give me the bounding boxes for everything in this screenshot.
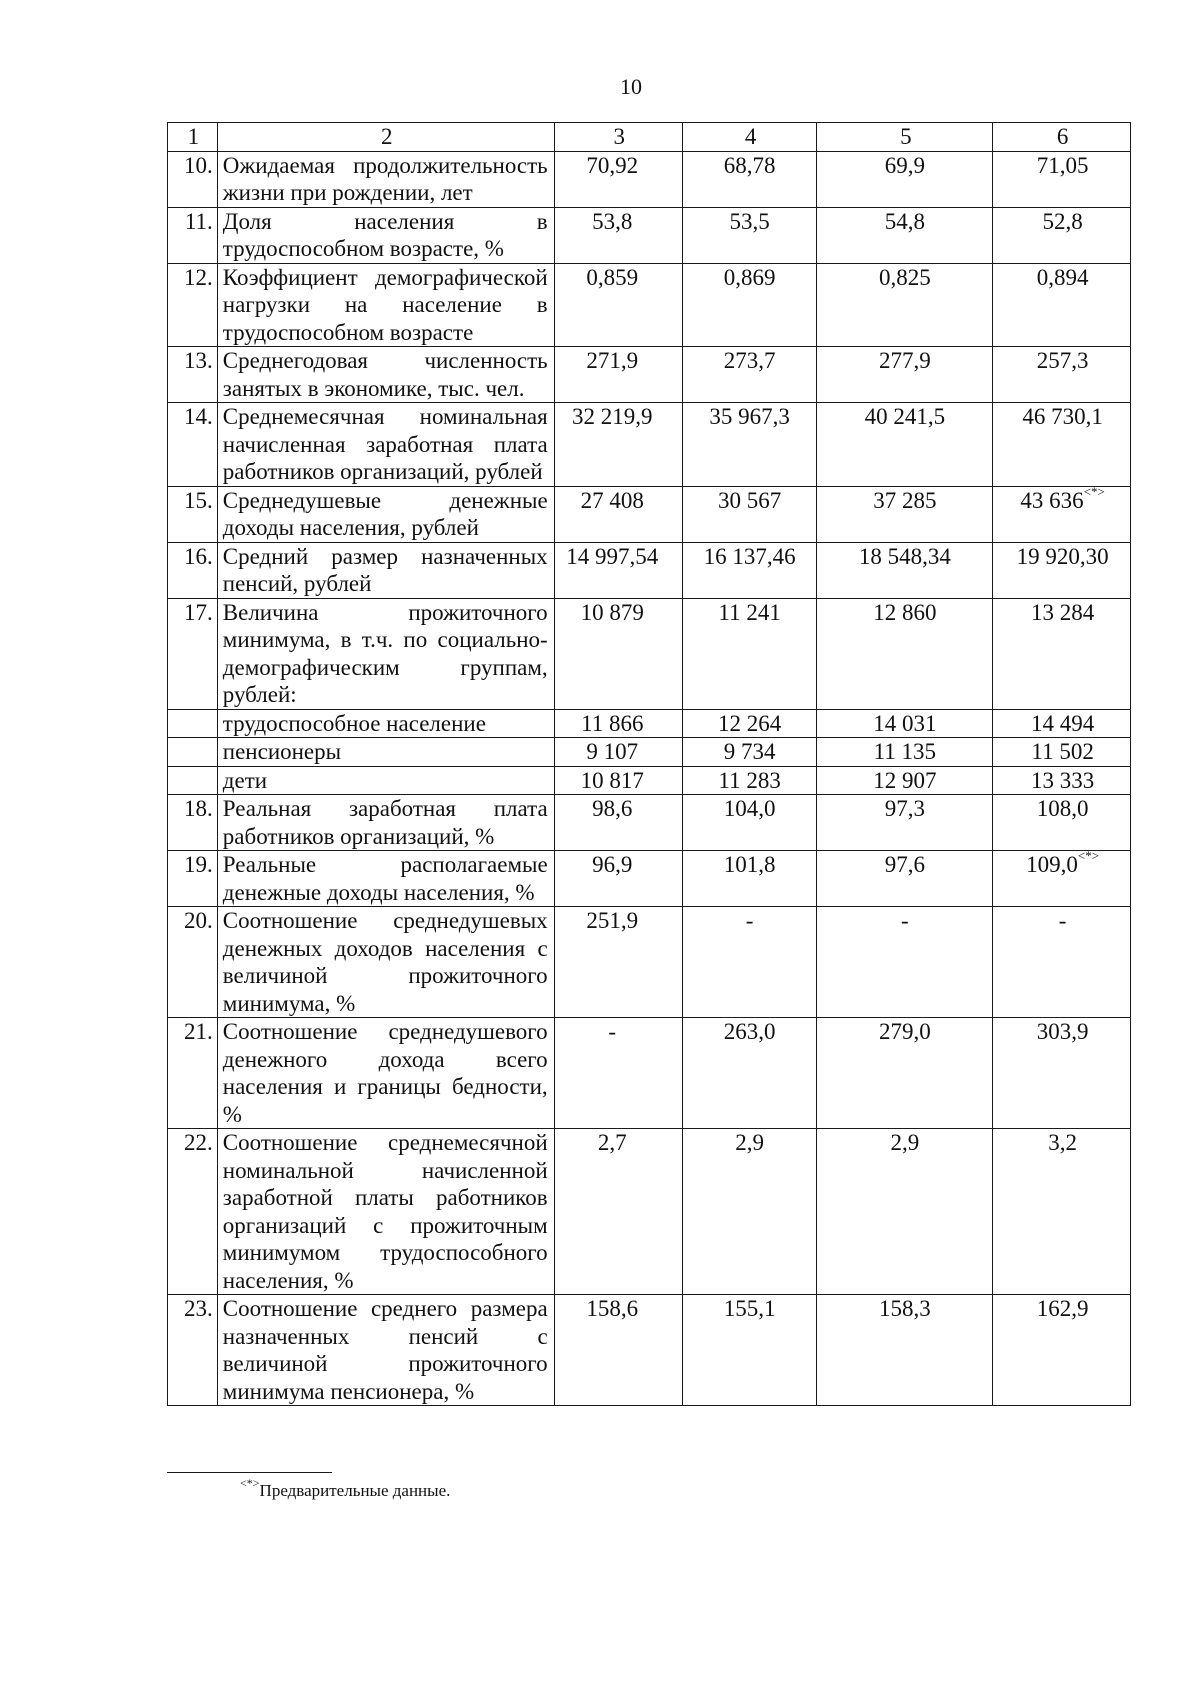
value-text: 277,9 (878, 348, 931, 373)
value-text: 9 107 (586, 739, 639, 764)
value-text: 35 967,3 (709, 404, 790, 429)
table-row (168, 1018, 1131, 1129)
value-text: 108,0 (1036, 796, 1089, 821)
value-cell-col-5 (817, 598, 993, 709)
value-text: 12 860 (873, 599, 937, 625)
indicators-table (167, 122, 1131, 1406)
value-text: 273,7 (723, 348, 776, 373)
row-number-cell (168, 766, 218, 795)
table-row (168, 263, 1131, 347)
row-number-cell: 13. (168, 347, 218, 403)
value-text: 251,9 (586, 908, 639, 933)
value-cell-col-5 (817, 486, 993, 542)
indicator-label-cell: Средний размер назначенных пенсий, рублей (217, 542, 554, 598)
indicator-label-cell: Коэффициент демографической нагрузки на население в трудоспособном возрасте (217, 263, 554, 347)
table-row (168, 598, 1131, 709)
value-text: 97,3 (884, 796, 925, 821)
value-text: 70,92 (586, 152, 639, 178)
row-number-cell: 22. (168, 1129, 218, 1295)
value-text: 2,7 (597, 1130, 627, 1155)
footnote-text: Предварительные данные. (259, 1481, 451, 1500)
indicator-label-cell: Среднегодовая численность занятых в экономике, тыс. чел. (217, 347, 554, 403)
table-row (168, 738, 1131, 767)
value-cell-col-5 (817, 1295, 993, 1406)
value-cell-col-3 (554, 851, 682, 907)
value-text: 303,9 (1036, 1019, 1089, 1044)
value-cell-col-4 (682, 598, 817, 709)
value-text: 109,0 (1026, 852, 1078, 877)
indicator-label-cell: Соотношение среднемесячной номинальной начисленной заработной платы работников организаций с прожиточным минимумом трудоспособного населения, % (217, 1129, 554, 1295)
row-number-cell: 23. (168, 1295, 218, 1406)
value-cell-col-5 (817, 1018, 993, 1129)
value-cell-col-4 (682, 795, 817, 851)
value-cell-col-5 (817, 347, 993, 403)
table-body (168, 123, 1131, 1406)
preliminary-note-mark: <*> (1077, 848, 1100, 864)
value-cell-col-4 (682, 486, 817, 542)
value-text: 11 866 (581, 710, 644, 736)
table-row (168, 207, 1131, 263)
value-cell-col-5 (817, 1129, 993, 1295)
value-cell-col-4 (682, 1295, 817, 1406)
value-cell-col-3 (554, 151, 682, 207)
row-number-cell: 17. (168, 598, 218, 709)
value-cell-col-4 (682, 1129, 817, 1295)
value-text: 53,5 (729, 208, 770, 234)
value-cell-col-5 (817, 403, 993, 487)
value-text: 9 734 (723, 739, 776, 764)
value-text: 0,869 (723, 264, 776, 290)
table-row (168, 766, 1131, 795)
value-text: 13 333 (1031, 767, 1095, 793)
header-col-6: 6 (993, 123, 1131, 152)
value-text: 104,0 (723, 796, 776, 821)
table-row (168, 542, 1131, 598)
value-text: - (745, 908, 754, 933)
value-text: 11 502 (1031, 739, 1094, 764)
value-text: 96,9 (592, 852, 633, 877)
table-row (168, 709, 1131, 738)
value-text: 18 548,34 (858, 543, 951, 569)
value-cell-col-5 (817, 795, 993, 851)
value-text: 16 137,46 (703, 543, 796, 569)
value-cell-col-5 (817, 907, 993, 1018)
indicator-label-cell: трудоспособное население (217, 709, 554, 738)
value-cell-col-3 (554, 263, 682, 347)
value-cell-col-5 (817, 263, 993, 347)
table-row (168, 907, 1131, 1018)
value-cell-col-6 (993, 907, 1131, 1018)
value-cell-col-3 (554, 1018, 682, 1129)
value-cell-col-4 (682, 907, 817, 1018)
value-cell-col-4 (682, 403, 817, 487)
header-col-2: 2 (217, 123, 554, 152)
value-cell-col-4 (682, 263, 817, 347)
value-cell-col-3 (554, 766, 682, 795)
row-number-cell: 20. (168, 907, 218, 1018)
row-number-cell: 11. (168, 207, 218, 263)
value-text: 279,0 (878, 1019, 931, 1044)
value-text: 53,8 (592, 208, 633, 234)
row-number-cell: 18. (168, 795, 218, 851)
value-text: 11 135 (873, 739, 937, 764)
value-text: - (1058, 908, 1067, 933)
value-cell-col-4 (682, 151, 817, 207)
value-cell-col-6 (993, 1129, 1131, 1295)
row-number-cell: 15. (168, 486, 218, 542)
value-cell-col-3 (554, 347, 682, 403)
value-cell-col-6 (993, 151, 1131, 207)
value-cell-col-3 (554, 1129, 682, 1295)
indicator-label-cell: Величина прожиточного минимума, в т.ч. по социально-демографическим группам, рублей: (217, 598, 554, 709)
table-row (168, 347, 1131, 403)
row-number-cell: 21. (168, 1018, 218, 1129)
value-text: 52,8 (1042, 208, 1083, 234)
indicator-label-cell: Ожидаемая продолжительность жизни при рождении, лет (217, 151, 554, 207)
value-text: 2,9 (890, 1130, 920, 1155)
value-text: 71,05 (1036, 152, 1089, 178)
table-row (168, 795, 1131, 851)
value-cell-col-6 (993, 263, 1131, 347)
indicator-label-cell: Соотношение среднедушевых денежных доходов населения с величиной прожиточного минимума, % (217, 907, 554, 1018)
header-col-3: 3 (554, 123, 682, 152)
value-text: 14 494 (1031, 710, 1095, 736)
value-cell-col-3 (554, 207, 682, 263)
header-col-4: 4 (682, 123, 817, 152)
preliminary-note-mark: <*> (1083, 483, 1105, 499)
row-number-cell: 10. (168, 151, 218, 207)
value-cell-col-3 (554, 709, 682, 738)
table-row (168, 1295, 1131, 1406)
table-row (168, 151, 1131, 207)
indicator-label-cell: Доля населения в трудоспособном возрасте, % (217, 207, 554, 263)
value-text: 263,0 (723, 1019, 776, 1044)
value-text: 257,3 (1036, 348, 1089, 373)
value-cell-col-3 (554, 795, 682, 851)
value-cell-col-4 (682, 709, 817, 738)
value-cell-col-4 (682, 851, 817, 907)
table-row (168, 403, 1131, 487)
value-cell-col-4 (682, 347, 817, 403)
value-text: - (608, 1019, 617, 1044)
row-number-cell: 14. (168, 403, 218, 487)
value-cell-col-5 (817, 542, 993, 598)
indicator-label-cell: Реальная заработная плата работников организаций, % (217, 795, 554, 851)
value-text: - (900, 908, 909, 933)
value-text: 158,3 (878, 1296, 931, 1321)
value-text: 46 730,1 (1022, 404, 1103, 429)
indicator-label-cell: Соотношение среднего размера назначенных пенсий с величиной прожиточного минимума пенсионера, % (217, 1295, 554, 1406)
value-cell-col-6 (993, 1295, 1131, 1406)
value-cell-col-4 (682, 207, 817, 263)
value-text: 158,6 (586, 1296, 639, 1321)
value-text: 13 284 (1031, 599, 1095, 625)
value-cell-col-4 (682, 1018, 817, 1129)
value-cell-col-6 (993, 795, 1131, 851)
value-text: 0,825 (878, 264, 931, 290)
value-cell-col-6 (993, 738, 1131, 767)
indicator-label-cell: Реальные располагаемые денежные доходы населения, % (217, 851, 554, 907)
value-cell-col-5 (817, 851, 993, 907)
value-cell-col-6 (993, 709, 1131, 738)
value-text: 11 241 (718, 599, 781, 625)
value-cell-col-5 (817, 151, 993, 207)
value-cell-col-3 (554, 403, 682, 487)
row-number-cell: 12. (168, 263, 218, 347)
value-text: 0,859 (586, 264, 639, 290)
value-text: 0,894 (1036, 264, 1089, 290)
value-text: 155,1 (723, 1296, 776, 1321)
value-text: 271,9 (586, 348, 639, 373)
value-text: 14 031 (873, 710, 937, 736)
table-row (168, 851, 1131, 907)
value-cell-col-3 (554, 738, 682, 767)
footnote-mark: <*> (240, 1476, 260, 1491)
indicator-label-cell: Соотношение среднедушевого денежного дохода всего населения и границы бедности, % (217, 1018, 554, 1129)
value-text: 54,8 (884, 208, 925, 234)
value-cell-col-3 (554, 486, 682, 542)
column-number-header-row (168, 123, 1131, 152)
row-number-cell: 16. (168, 542, 218, 598)
value-text: 37 285 (873, 487, 937, 513)
value-cell-col-4 (682, 766, 817, 795)
header-col-1: 1 (168, 123, 218, 152)
row-number-cell (168, 738, 218, 767)
value-cell-col-6 (993, 766, 1131, 795)
indicator-label-cell: дети (217, 766, 554, 795)
value-text: 12 264 (718, 710, 782, 736)
table-row (168, 1129, 1131, 1295)
value-text: 27 408 (580, 487, 644, 513)
value-text: 32 219,9 (572, 404, 653, 429)
indicator-label-cell: Среднедушевые денежные доходы населения, рублей (217, 486, 554, 542)
value-cell-col-3 (554, 907, 682, 1018)
value-text: 2,9 (735, 1130, 764, 1155)
value-text: 40 241,5 (864, 404, 946, 429)
value-cell-col-4 (682, 542, 817, 598)
value-text: 101,8 (723, 852, 776, 877)
footnote-separator (167, 1472, 332, 1473)
value-text: 162,9 (1036, 1296, 1089, 1321)
value-text: 69,9 (884, 152, 925, 178)
indicator-label-cell: Среднемесячная номинальная начисленная заработная плата работников организаций, рублей (217, 403, 554, 487)
value-cell-col-5 (817, 709, 993, 738)
value-text: 10 879 (580, 599, 644, 625)
table-row (168, 486, 1131, 542)
page-number: 10 (620, 74, 642, 99)
value-cell-col-3 (554, 1295, 682, 1406)
value-text: 43 636 (1020, 487, 1084, 513)
value-cell-col-6 (993, 1018, 1131, 1129)
value-text: 97,6 (884, 852, 925, 877)
value-cell-col-6 (993, 542, 1131, 598)
value-cell-col-5 (817, 207, 993, 263)
value-cell-col-6 (993, 403, 1131, 487)
indicator-label-cell: пенсионеры (217, 738, 554, 767)
value-text: 68,78 (723, 152, 776, 178)
footnote (240, 1476, 451, 1501)
header-col-5: 5 (817, 123, 993, 152)
value-cell-col-3 (554, 542, 682, 598)
value-cell-col-5 (817, 766, 993, 795)
value-cell-col-5 (817, 738, 993, 767)
value-text: 11 283 (718, 767, 781, 793)
value-text: 3,2 (1048, 1130, 1077, 1155)
value-text: 98,6 (592, 796, 633, 821)
value-cell-col-6 (993, 483, 1131, 542)
value-text: 14 997,54 (566, 543, 659, 569)
value-text: 30 567 (718, 487, 782, 513)
value-cell-col-4 (682, 738, 817, 767)
value-cell-col-6 (993, 207, 1131, 263)
row-number-cell (168, 709, 218, 738)
value-text: 10 817 (580, 767, 644, 793)
value-cell-col-6 (993, 598, 1131, 709)
value-cell-col-6 (993, 347, 1131, 403)
value-text: 12 907 (873, 767, 937, 793)
value-text: 19 920,30 (1016, 543, 1109, 569)
value-cell-col-6 (993, 848, 1131, 907)
row-number-cell: 19. (168, 851, 218, 907)
value-cell-col-3 (554, 598, 682, 709)
